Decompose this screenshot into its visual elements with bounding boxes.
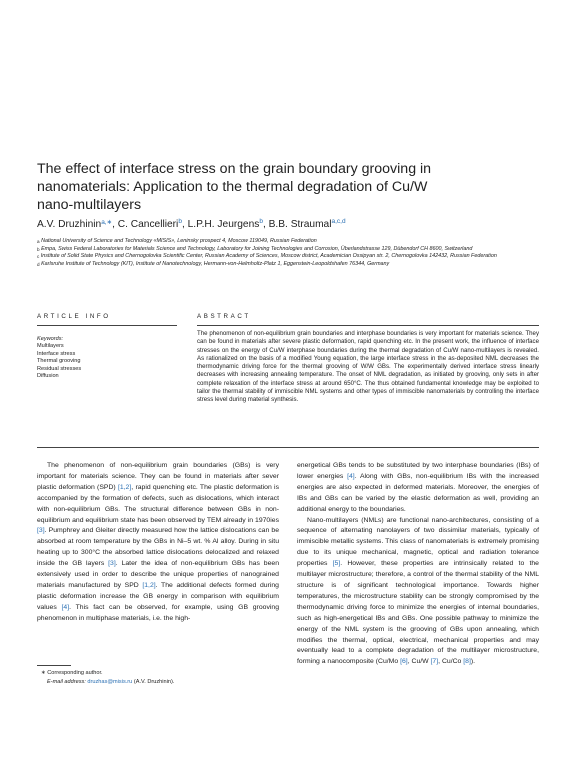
citation-link[interactable]: [1,2]	[142, 581, 156, 589]
footnote-rule	[37, 665, 71, 666]
citation-link[interactable]: [6]	[400, 658, 408, 666]
body-text: , rapid quenching etc. The plastic deformation is accompanied by the formation of defects, such as dislocations, which interact with non-equilibrium GBs. The structural difference between GBs in non-equilibrium and equilibrium state has been observed by TEM already in 1970ies	[37, 483, 279, 524]
author-name: B.B. Straumal	[268, 219, 332, 230]
article-info-heading: ARTICLE INFO	[37, 313, 111, 320]
abstract-bottom-rule	[37, 447, 539, 448]
citation-link[interactable]: [4]	[347, 472, 355, 480]
affiliation-item	[37, 253, 542, 261]
body-paragraph	[37, 461, 279, 625]
body-column-left	[37, 461, 279, 625]
citation-link[interactable]: [1,2]	[117, 483, 132, 491]
keywords-label: Keywords:	[37, 336, 64, 342]
footnote-email	[37, 678, 267, 687]
citation-link[interactable]: [3]	[108, 560, 116, 568]
citation-link[interactable]: [4]	[61, 603, 70, 611]
body-text: . Later the idea of non-equilibrium GBs has been extensively used in order to describe the unique properties of nanograined materials manufactured by SPD	[37, 560, 279, 589]
paper-title: The effect of interface stress on the grain boundary grooving in nanomaterials: Application to the thermal degradation of Cu/W nano-multilayers	[37, 161, 432, 213]
affiliation-item	[37, 246, 542, 254]
affiliation-mark: b	[37, 246, 40, 252]
affiliation-item	[37, 238, 542, 246]
body-text: energetical GBs tends to be substituted by two interphase boundaries (IBs) of lower energies	[297, 462, 539, 480]
email-link[interactable]: druzhas@misis.ru	[87, 679, 133, 685]
affiliations	[37, 238, 542, 268]
body-text: . This fact can be observed, for example, using GB grooving phenomenon in multiphase materials, i.e. the high-	[37, 603, 280, 622]
abstract-rule	[197, 325, 539, 326]
footnote	[37, 669, 267, 687]
keyword: Thermal grooving	[37, 358, 81, 365]
citation-link[interactable]: [5]	[332, 560, 341, 568]
footnote-corresponding	[37, 669, 267, 678]
body-text: . However, these properties are intrinsically related to the multilayer microstructure; therefore, a control of the thermal stability of the NML structure is of significant technological importance. Towards higher temperatures, the microstructure stability can be strongly compromised by the thermodynamic driving force to minimize the energies of internal boundaries, such as high-energetical IBs and GBs. One possible pathway to minimize the energy of the NML system is the grooving of GBs upon annealing, which modifies the thermal, optical, electrical, mechanical properties and may eventually lead to a complete degradation of the multilayer microstructure, forming a nanocomposite (Cu/Mo	[297, 560, 539, 666]
affiliation-mark: c	[37, 254, 40, 260]
citation-link[interactable]: [8]	[463, 658, 471, 666]
author-affiliation-mark[interactable]: a,c,d	[331, 218, 346, 225]
body-paragraph	[297, 461, 539, 516]
abstract-heading: ABSTRACT	[197, 313, 251, 320]
affiliation-item	[37, 261, 542, 269]
author-name: L.P.H. Jeurgens	[187, 219, 260, 230]
affiliation-mark: d	[37, 261, 40, 267]
body-text: The phenomenon of non-equilibrium grain boundaries (GBs) is very important for materials science. They can be found in materials after sever plastic deformation (SPD)	[37, 462, 279, 491]
abstract-text: The phenomenon of non-equilibrium grain boundaries and interphase boundaries is very important for materials science. They can be found in materials after severe plastic deformation, rapid quenching etc. In the present work, the influence of interface stresses on the energy of Cu/W interphase boundaries during the thermal degradation of Cu/W nano-multilayers is revealed. As rationalized on the basis of a modified Young equation, the large interface stress in the as-deposited NML decreases the thermodynamic driving force for the thermal grooving of W/W GBs. The experimentally derived interface stress linearly decreases with increasing annealing temperature. The onset of NML degradation, as initiated by grooving, only sets in after complete relaxation of the interface stress at around 650°C. The thus obtained fundamental knowledge may be exploited to tailor the thermal stability of immiscible NML systems and other types of immiscible nanomaterials by controlling the interface stress level during material synthesis.	[197, 330, 539, 404]
keyword: Interface stress	[37, 350, 76, 357]
affiliation-text: Empa, Swiss Federal Laboratories for Materials Science and Technology, Laboratory for Joining Technologies and Corrosion, Überlandstrasse 129, Dübendorf CH 8600, Switzerland	[41, 245, 473, 252]
article-info-rule	[37, 325, 177, 326]
body-text: , Cu/W	[407, 658, 431, 666]
affiliation-mark: a	[37, 239, 40, 244]
affiliation-text: Karlsruhe Institute of Technology (KIT), Institute of Nanotechnology, Hermann-von-Helmholtz-Platz 1, Eggenstein-Leopoldshafen 76344, Germany	[41, 260, 390, 267]
body-text: . The additional defects formed during plastic deformation increase the GB energy in comparison with equilibrium values	[37, 581, 279, 611]
author-list: A.V. Druzhinin$^{a,∗}$, C. Cancellieri$^b$, L.P.H. Jeurgens$^b$, B.B. Straumal$^{a,c,d}$	[37, 218, 346, 230]
keyword: Multilayers	[37, 343, 64, 350]
affiliation-text: National University of Science and Technology «MISIS», Leninsky prospect 4, Moscow 119049, Russian Federation	[41, 238, 317, 244]
author-name: A.V. Druzhinin	[37, 219, 102, 230]
keywords-block	[37, 336, 177, 380]
citation-link[interactable]: [3]	[37, 527, 45, 535]
body-text: ).	[470, 658, 476, 666]
footnote-marker: ∗	[41, 670, 46, 676]
author-affiliation-mark[interactable]: b	[259, 218, 263, 225]
body-paragraph	[297, 516, 539, 669]
keyword: Diffusion	[37, 373, 59, 380]
body-text: . Along with GBs, non-equilibrium IBs with the increased energies are also expected in deformed materials. Moreover, the energies of IBs and GBs can be varied by the elastic deformation as well, providing an additional energy to the boundaries.	[297, 472, 539, 513]
email-label: E-mail address:	[47, 679, 86, 685]
body-column-right	[297, 461, 539, 668]
email-owner: (A.V. Druzhinin).	[133, 679, 175, 685]
citation-link[interactable]: [7]	[430, 658, 439, 666]
body-text: . Pumphrey and Gleiter directly measured how the lattice dislocations can be absorbed at room temperature by the GBs in Ni–5 wt. % Al alloy. During in situ heating up to 300°C the absorbed lattice dislocations delocalized and relaxed inside the GB layers	[37, 527, 279, 568]
footnote-text: Corresponding author.	[47, 670, 103, 676]
affiliation-text: Institute of Solid State Physics and Chernogolovka Scientific Center, Russian Academy of Sciences, Moscow district, Academician Ossipyan str. 2, Chernogolovka 142432, Russian Federation	[40, 253, 497, 260]
author-affiliation-mark[interactable]: b	[178, 218, 182, 225]
body-text: Nano-multilayers (NMLs) are functional nano-architectures, consisting of a sequence of alternating nanolayers of two dissimilar materials, typically of immiscible metallic systems. This class of nanomaterials is extremely promising due to its unique mechanical, magnetic, optical and radiation tolerance properties	[297, 516, 539, 568]
body-text: , Cu/Co	[438, 658, 464, 666]
author-affiliation-mark[interactable]: a,∗	[101, 219, 113, 226]
author-name: C. Cancellieri	[117, 219, 179, 230]
keyword: Residual stresses	[37, 365, 82, 372]
